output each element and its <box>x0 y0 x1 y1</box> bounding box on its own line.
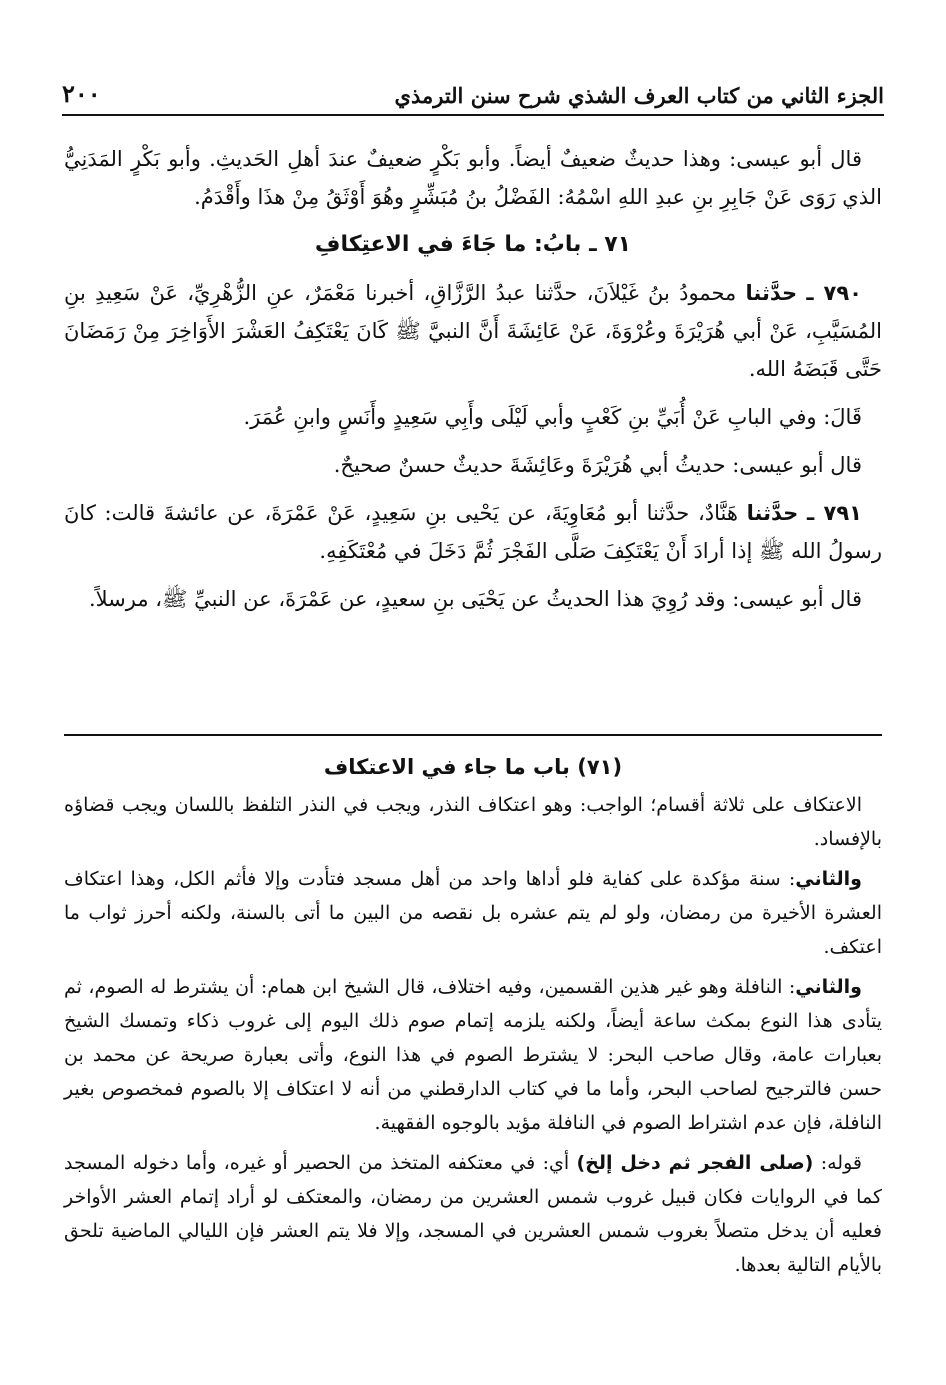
abu-isa-paragraph-1: قال أبو عيسى: حديثُ أبي هُرَيْرَةَ وعَائِشَةَ حديثٌ حسنٌ صحيحٌ. <box>333 453 862 477</box>
commentary <box>64 750 882 1288</box>
commentary-paragraph-3-text: : النافلة وهو غير هذين القسمين، وفيه اختلاف، قال الشيخ ابن همام: أن يشترط له الصوم، ثم يتأدى هذا النوع بمكث ساعة أيضاً، ولكنه يلزمه إتمام صوم ذلك اليوم إلى غروب ذكاء وتمسك الشيخ بعبارات عامة، وقال صاحب البحر: لا يشترط الصوم في هذا النوع، وأتى بعبارة صريحة عن محمد بن حسن فالترجيح لصاحب البحر، وأما ما في كتاب الدارقطني من أنه لا اعتكاف إلا بالصوم فمخصوص بغير النافلة، فإن عدم اشتراط الصوم في النافلة مؤيد بالوجوه الفقهية. <box>64 976 882 1134</box>
hadith-791-text: هَنَّادٌ، حدَّثنا أبو مُعَاوِيَةَ، عن يَحْيى بنِ سَعِيدٍ، عَنْ عَمْرَةَ، عن عائشةَ قالت: كانَ رسولُ الله ﷺ إذا أرادَ أَنْ يَعْتَكِفَ صَلَّى الفَجْرَ ثُمَّ دَخَلَ في مُعْتَكَفِهِ. <box>64 501 882 563</box>
hadith-791 <box>64 494 882 570</box>
commentary-paragraph-4-pre: قوله: <box>813 1152 862 1174</box>
commentary-paragraph-2 <box>64 862 882 964</box>
running-title: الجزء الثاني من كتاب العرف الشذي شرح سنن الترمذي <box>394 83 884 108</box>
commentary-paragraph-3-lead: والثاني <box>795 976 862 998</box>
section-divider <box>64 734 882 736</box>
abu-isa-paragraph-2: قال أبو عيسى: وقد رُوِيَ هذا الحديثُ عن يَحْيَى بنِ سعيدٍ، عن عَمْرَةَ، عن النبيِّ ﷺ، مرسلاً. <box>88 587 862 611</box>
commentary-title: (٧١) باب ما جاء في الاعتكاف <box>323 755 623 779</box>
commentary-paragraph-4-text: أي: في معتكفه المتخذ من الحصير أو غيره، وأما دخوله المسجد كما في الروايات فكان قبيل غروب شمس العشرين من رمضان، والمعتكف لو أراد إتمام العشر الأواخر فعليه أن يدخل متصلاً بغروب شمس العشرين في المسجد، وإلا فلا يتم العشر فإن الليالي الماضية تلحق بالأيام التالية بعدها. <box>64 1152 882 1276</box>
commentary-paragraph-4 <box>64 1146 882 1282</box>
hadith-790-text: محمودُ بنُ غَيْلاَنَ، حدَّثنا عبدُ الرَّزَّاقِ، أخبرنا مَعْمَرٌ، عنِ الزُّهْرِيِّ، عَنْ سَعِيدِ بنِ المُسَيَّبِ، عَنْ أبي هُرَيْرَةَ وعُرْوَةَ، عَنْ عَائِشَةَ أَنَّ النبيَّ ﷺ كَانَ يَعْتَكِفُ العَشْرَ الأَوَاخِرَ مِنْ رَمَضَانَ حَتَّى قَبَضَهُ الله. <box>64 281 882 381</box>
hadith-790-verb: حدَّثنا <box>745 281 798 305</box>
hadith-791-verb: حدَّثنا <box>746 501 799 525</box>
page-header <box>62 72 884 116</box>
bab-paragraph: قَالَ: وفي البابِ عَنْ أُبَيِّ بنِ كَعْبٍ وأبي لَيْلَى وأَبِي سَعِيدٍ وأَنَسٍ وابنِ عُمَرَ. <box>243 405 862 429</box>
hadith-790 <box>64 274 882 388</box>
commentary-paragraph-2-lead: والثاني <box>795 868 862 890</box>
intro-paragraph: قال أبو عيسى: وهذا حديثٌ ضعيفٌ أيضاً. وأبو بَكْرٍ ضعيفٌ عندَ أهلِ الحَديثِ. وأبو بَكْرٍ المَدَنِيُّ الذي رَوَى عَنْ جَابِرِ بنِ عبدِ اللهِ اسْمُهُ: الفَضْلُ بنُ مُبَشِّرٍ وهُوَ أَوْثَقُ مِنْ هذَا وأَقْدَمُ. <box>64 147 882 209</box>
chapter-title: ٧١ ـ بابُ: ما جَاءَ في الاعتِكافِ <box>314 232 632 257</box>
commentary-paragraph-4-quote: (صلى الفجر ثم دخل إلخ) <box>576 1152 814 1174</box>
commentary-paragraph-3 <box>64 970 882 1140</box>
hadith-790-number: ٧٩٠ ـ <box>806 281 862 305</box>
page-number: ٢٠٠ <box>62 79 101 108</box>
commentary-paragraph-2-text: : سنة مؤكدة على كفاية فلو أداها واحد من أهل مسجد فتأدت وإلا فأثم الكل، وهذا اعتكاف العشرة الأخيرة من رمضان، ولو لم يتم عشره بل نقصه من البين ما أتى بالسنة، ولكنه أحرز ثواب ما اعتكف. <box>64 868 882 958</box>
main-text <box>64 140 882 628</box>
hadith-791-number: ٧٩١ ـ <box>806 501 862 525</box>
commentary-paragraph-1: الاعتكاف على ثلاثة أقسام؛ الواجب: وهو اعتكاف النذر، ويجب في النذر التلفظ باللسان ويجب قضاؤه بالإفساد. <box>64 794 882 850</box>
